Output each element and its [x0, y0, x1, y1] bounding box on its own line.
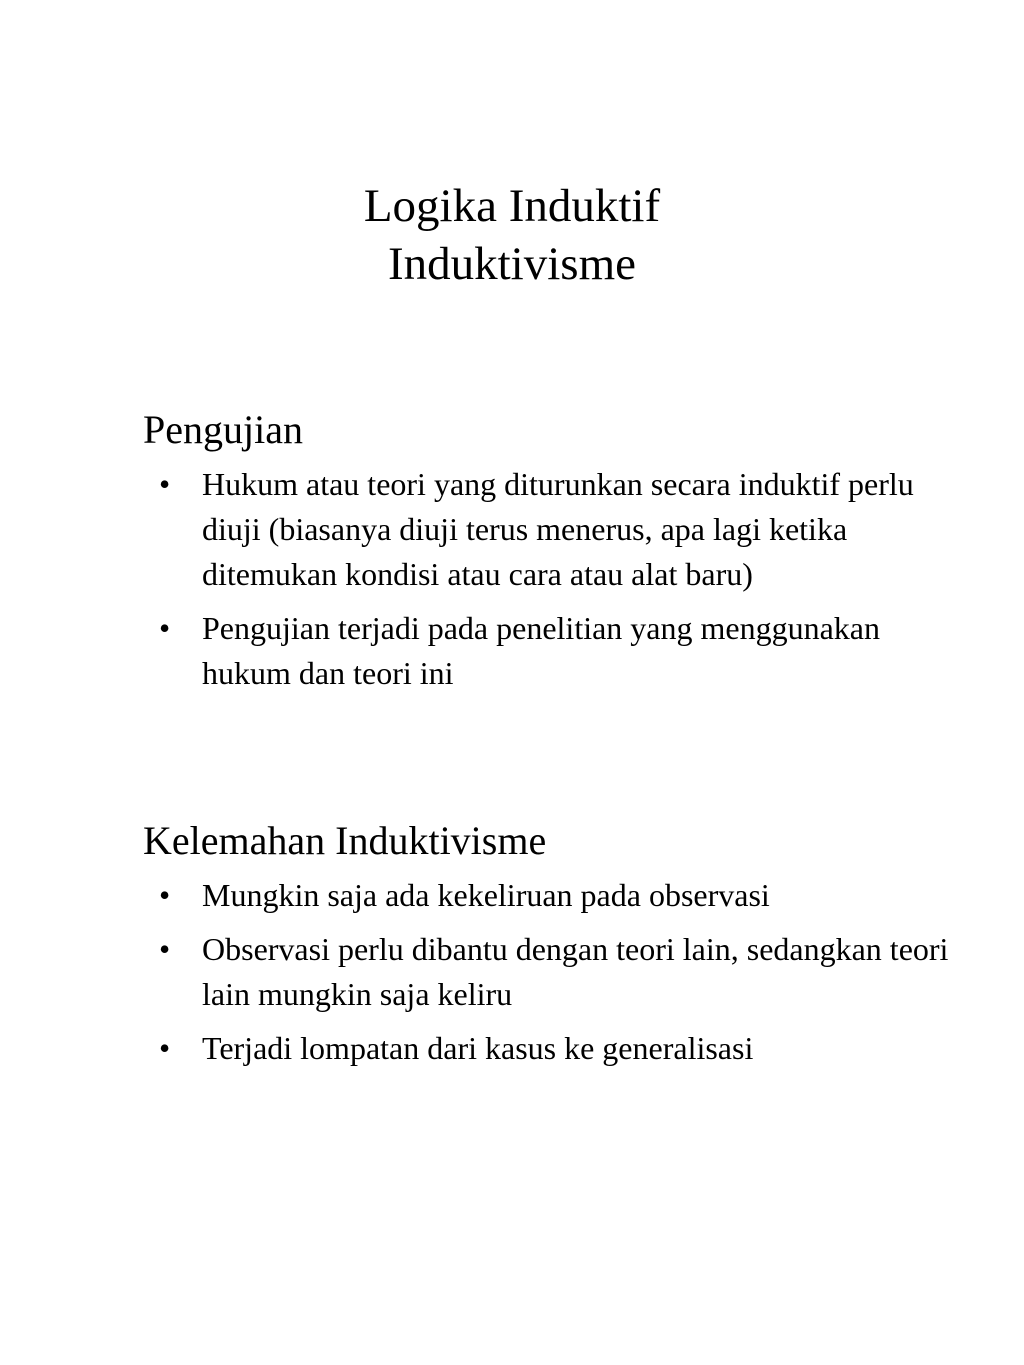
bullet-item [143, 462, 973, 597]
bullet-text: Mungkin saja ada kekeliruan pada observasi [202, 877, 770, 913]
bullet-icon: • [159, 1030, 171, 1066]
bullet-icon: • [159, 931, 171, 967]
bullet-text: Pengujian terjadi pada penelitian yang menggunakan hukum dan teori ini [202, 610, 880, 691]
bullet-item [143, 873, 973, 918]
bullet-icon: • [159, 610, 171, 646]
bullet-item [143, 927, 973, 1017]
section-kelemahan-induktivisme [143, 815, 973, 1080]
section-pengujian [143, 404, 973, 705]
bullet-text: Terjadi lompatan dari kasus ke generalisasi [202, 1030, 754, 1066]
bullet-list [143, 873, 973, 1071]
slide-title [0, 177, 1024, 293]
bullet-text: Hukum atau teori yang diturunkan secara induktif perlu diuji (biasanya diuji terus menerus, apa lagi ketika ditemukan kondisi atau cara atau alat baru) [202, 466, 914, 592]
bullet-text: Observasi perlu dibantu dengan teori lain, sedangkan teori lain mungkin saja keliru [202, 931, 949, 1012]
bullet-item [143, 606, 973, 696]
title-line-2: Induktivisme [387, 238, 637, 290]
bullet-icon: • [159, 466, 171, 502]
title-line-1: Logika Induktif [363, 180, 661, 232]
bullet-icon: • [159, 877, 171, 913]
bullet-item [143, 1026, 973, 1071]
section-heading: Pengujian [143, 407, 303, 452]
section-heading: Kelemahan Induktivisme [143, 818, 547, 863]
bullet-list [143, 462, 973, 696]
